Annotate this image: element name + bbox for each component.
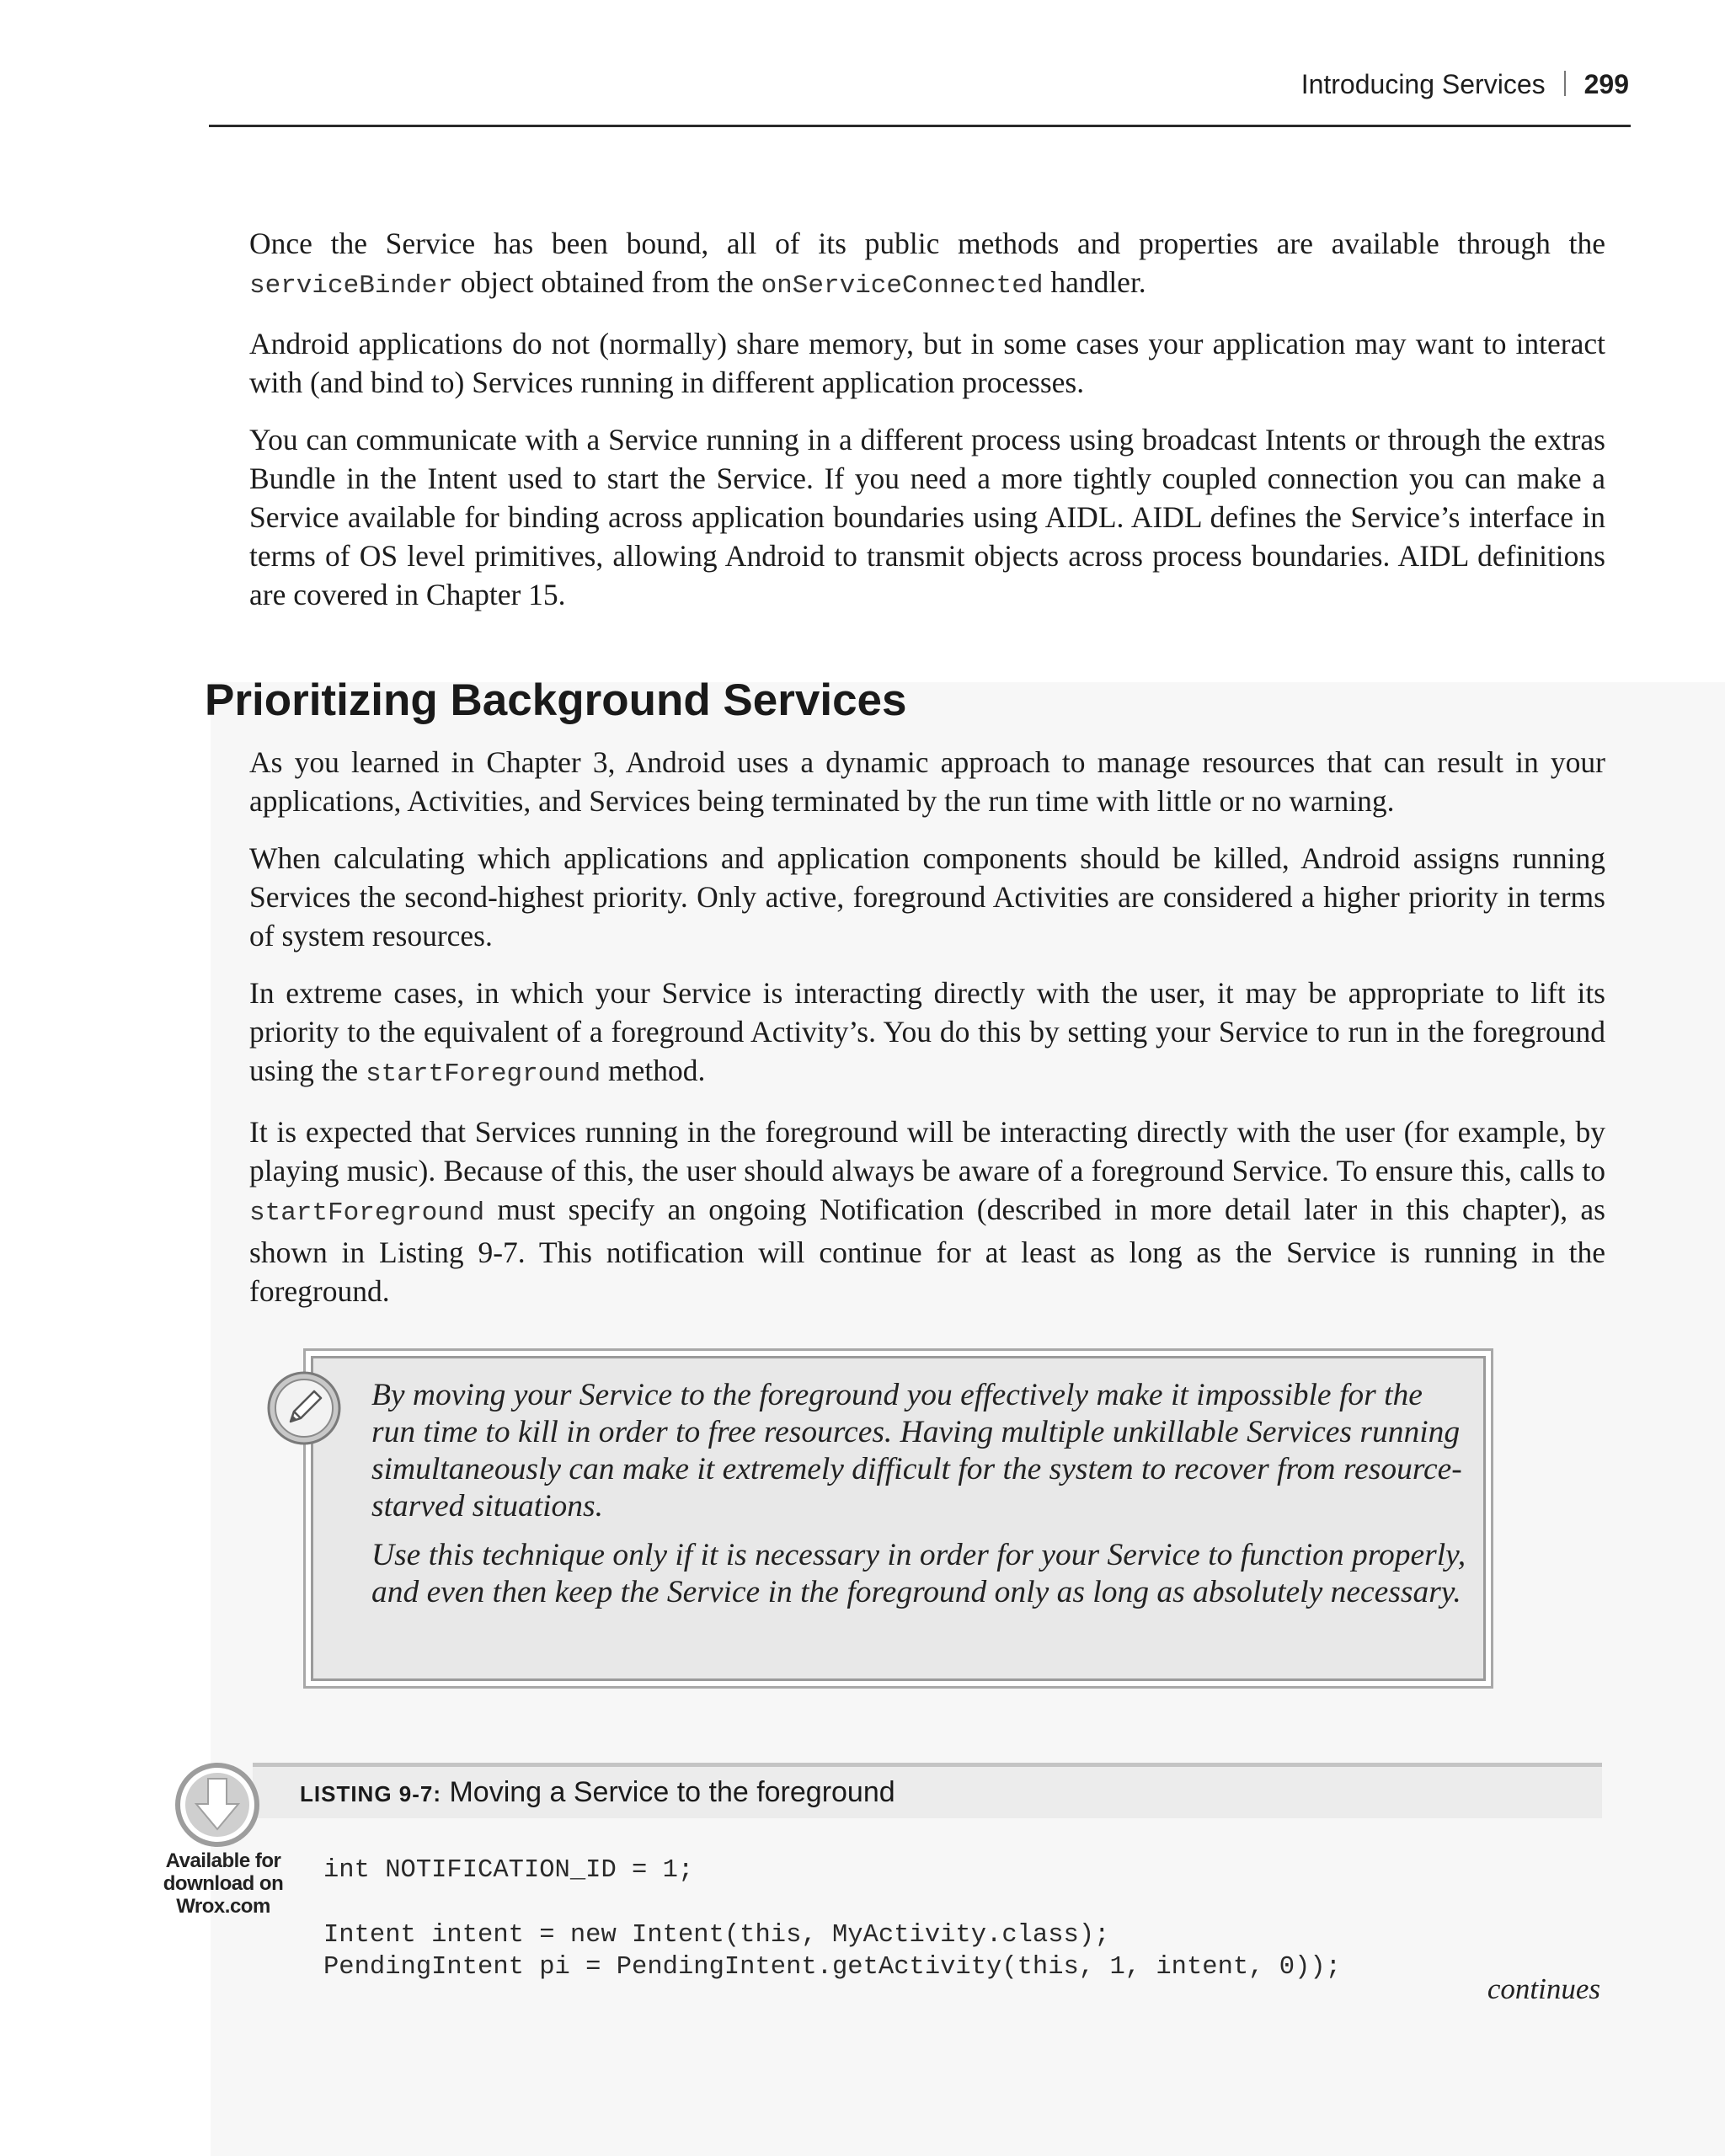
body-paragraph xyxy=(249,324,1605,402)
code-run: serviceBinder xyxy=(249,271,453,301)
intro-text xyxy=(249,224,1605,614)
note-panel xyxy=(311,1356,1486,1681)
page-number: 299 xyxy=(1583,69,1629,99)
note-paragraph: Use this technique only if it is necessary in order for your Service to function properly, and even then keep the Service in the foreground only as long as absolutely necessary. xyxy=(371,1538,1466,1609)
header-rule xyxy=(209,125,1631,127)
running-head-divider xyxy=(1564,71,1566,96)
caption-line: Wrox.com xyxy=(176,1895,270,1918)
download-caption[interactable] xyxy=(152,1849,295,1918)
note-paragraph: By moving your Service to the foreground you effectively make it impossible for the run time to kill in order to free resources. Having multiple unkillable Services running simultaneously can make it extremely difficult for the system to recover from resource-starved situations. xyxy=(371,1378,1462,1524)
listing-label: LISTING 9-7: xyxy=(300,1781,442,1806)
text-run: handler. xyxy=(1043,265,1146,299)
text-run: object obtained from the xyxy=(452,265,761,299)
text-run: method. xyxy=(601,1054,706,1087)
body-paragraph xyxy=(249,1113,1605,1310)
body-paragraph xyxy=(249,420,1605,614)
note-text xyxy=(371,1377,1466,1623)
code-line: int NOTIFICATION_ID = 1; xyxy=(323,1856,694,1885)
body-paragraph xyxy=(249,743,1605,820)
note-box xyxy=(303,1348,1493,1689)
text-run: You can communicate with a Service running in a different process using broadcast Intents or through the extras Bundle in the Intent used to start the Service. If you need a more tightly coupled connection you can make a Service available for binding across application boundaries using AIDL. AIDL defines the Service’s interface in terms of OS level primitives, allowing Android to transmit objects across process boundaries. AIDL definitions are covered in Chapter 15. xyxy=(249,423,1605,611)
text-run: Once the Service has been bound, all of its public methods and properties are available through the xyxy=(249,227,1605,260)
section-heading: Prioritizing Background Services xyxy=(205,675,907,725)
code-run: onServiceConnected xyxy=(761,271,1044,301)
body-paragraph xyxy=(249,974,1605,1094)
code-run: startForeground xyxy=(249,1198,485,1228)
download-arrow-icon[interactable] xyxy=(173,1760,262,1849)
caption-line: download on xyxy=(163,1872,284,1895)
body-paragraph xyxy=(249,839,1605,955)
text-run: It is expected that Services running in the foreground will be interacting directly with the user (for example, by playing music). Because of this, the user should always be aware of a foreground Service. To ensure this, calls to xyxy=(249,1115,1605,1187)
code-run: startForeground xyxy=(366,1059,601,1089)
text-run: must specify an ongoing Notification (described in more detail later in this chapter), as shown in Listing 9-7. This notification will continue for at least as long as the Service is running in the foreground. xyxy=(249,1193,1605,1308)
text-run: In extreme cases, in which your Service is interacting directly with the user, it may be appropriate to lift its priority to the equivalent of a foreground Activity’s. You do this by setting your Service to run in the foreground using the xyxy=(249,976,1605,1087)
code-line: Intent intent = new Intent(this, MyActivity.class); xyxy=(323,1921,1110,1950)
listing-title-text: Moving a Service to the foreground xyxy=(449,1776,895,1808)
running-head-title: Introducing Services xyxy=(1300,69,1546,99)
listing-title xyxy=(300,1773,895,1813)
text-run: As you learned in Chapter 3, Android uses a dynamic approach to manage resources that can result in your applications, Activities, and Services being terminated by the run time with little or no warning. xyxy=(249,745,1605,818)
code-line: PendingIntent pi = PendingIntent.getActivity(this, 1, intent, 0)); xyxy=(323,1953,1341,1982)
continues-marker: continues xyxy=(1487,1972,1600,2005)
section-text xyxy=(249,743,1605,1310)
body-paragraph xyxy=(249,224,1605,306)
running-head xyxy=(1301,64,1629,104)
caption-line: Available for xyxy=(165,1849,281,1872)
text-run: Android applications do not (normally) share memory, but in some cases your application may want to interact with (and bind to) Services running in different application processes. xyxy=(249,327,1605,399)
pencil-note-icon xyxy=(265,1369,343,1447)
text-run: When calculating which applications and application components should be killed, Android assigns running Services the second-highest priority. Only active, foreground Activities are considered a higher priority in terms of system resources. xyxy=(249,841,1605,953)
